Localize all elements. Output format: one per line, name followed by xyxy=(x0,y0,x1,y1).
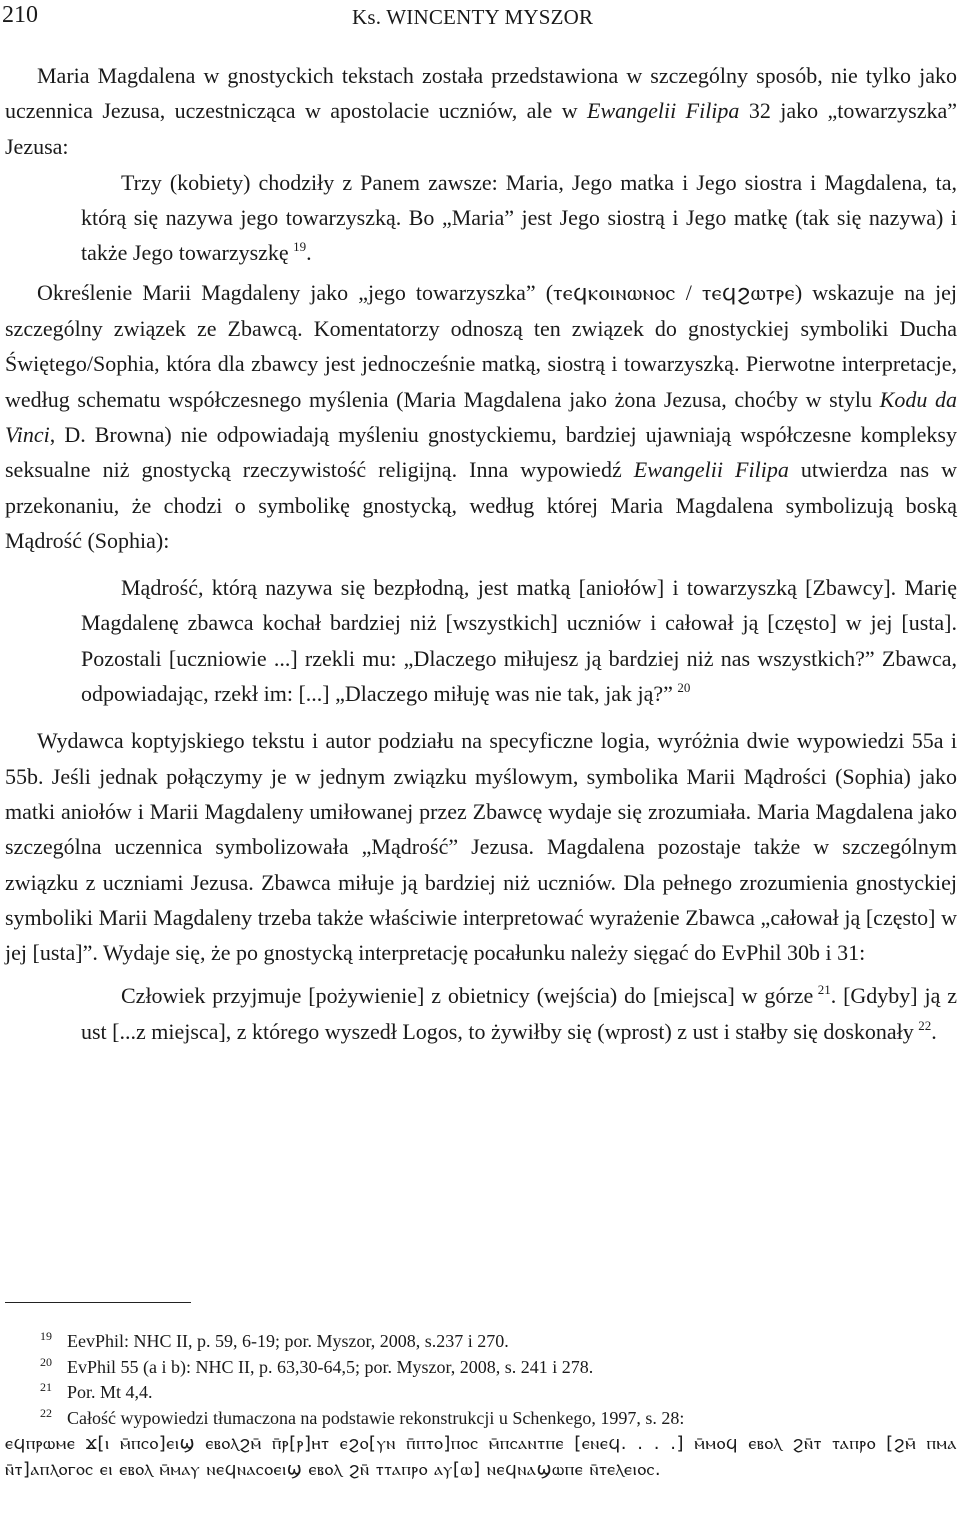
quote-text: . [Gdyby] ją z ust [...z miejsca], z którego wyszedł Logos, to żywiłby się (wprost) z ust i stałby się doskonały xyxy=(81,983,957,1044)
footnote-text: Por. Mt 4,4. xyxy=(67,1382,153,1402)
footnote-ref-21[interactable]: 21 xyxy=(817,982,831,998)
italic-title: Kodu da Vinci xyxy=(5,386,957,447)
footnote-number: 20 xyxy=(40,1354,52,1369)
footnote-divider xyxy=(5,1302,191,1303)
footnote-19 xyxy=(5,1329,957,1355)
footnote-number: 19 xyxy=(40,1329,52,1343)
footnote-number: 22 xyxy=(40,1405,52,1420)
italic-title: Ewangelii Filipa xyxy=(587,98,740,124)
coptic-passage: ⲉϥⲡⲣⲱⲙⲉ ϫ[ⲓ ⲙ̄ⲡⲥⲟ]ⲉⲓϣ ⲉⲃⲟⲗϩⲙ̄ ⲡ̄ⲣ[ⲣ]ⲏⲧ ⲉϩⲟ[ⲩⲛ ⲡ̄ⲡⲧⲟ]ⲡⲟⲥ ⲙ̄ⲡⲥⲁⲛⲧⲡⲉ [ⲉⲛⲉϥ. . . .] ⲙ̄ⲙⲟϥ ⲉⲃⲟⲗ ϩⲛ̄ⲧ ⲧⲁⲡⲣⲟ [ϩⲙ̄ ⲡⲙⲁ ⲛ̄ⲧ]ⲁⲡⲗⲟⲅⲟⲥ ⲉⲓ ⲉⲃⲟⲗ ⲙ̄ⲙⲁⲩ ⲛⲉϥⲛⲁⲥⲟⲉⲓϣ ⲉⲃⲟⲗ ϩⲛ̄ ⲧⲧⲁⲡⲣⲟ ⲁⲩ[ⲱ] ⲛⲉϥⲛⲁϣⲱⲡⲉ ⲛ̄ⲧⲉⲗⲉⲓⲟⲥ. xyxy=(5,1433,957,1480)
text-span: utwierdza nas w przekonaniu, że chodzi o symbolikę gnostycką, według której Maria Magdalena symbolizują boską Mądrość (Sophia): xyxy=(5,457,957,553)
footnote-ref-19[interactable]: 19 xyxy=(293,239,307,255)
quote-tail: . xyxy=(306,240,312,266)
text-span: 32 jako „towarzyszka” Jezusa: xyxy=(5,98,958,159)
footnote-ref-22[interactable]: 22 xyxy=(918,1017,932,1033)
text-span: ) wskazuje na jej szczególny związek ze Zbawcą. Komentatorzy odnoszą ten związek do gnostyckiej symboliki Ducha Świętego/Sophia, która dla zbawcy jest jednocześnie matką, siostrą i towarzyszką. Pierwotne interpretacje, według schematu współczesnego myślenia (Maria Magdalena jako żona Jezusa, choćby w stylu xyxy=(5,279,957,412)
text-span: , D. Browna) nie odpowiadają myśleniu gnostyckiemu, bardziej ujawniają współczesne kompleksy seksualne niż gnostycką rzeczywistość religijną. Inna wypowiedź xyxy=(5,421,957,483)
coptic-word: ⲧⲉϥⲕⲟⲓⲛⲱⲛⲟⲥ xyxy=(553,280,676,306)
footnote-text: EevPhil: NHC II, p. 59, 6-19; por. Myszor, 2008, s.237 i 270. xyxy=(67,1331,509,1351)
main-text xyxy=(5,58,957,1049)
footnote-text: Całość wypowiedzi tłumaczona na podstawie rekonstrukcji u Schenkego, 1997, s. 28: xyxy=(67,1407,685,1428)
footnote-21 xyxy=(5,1380,957,1406)
quote-text: Trzy (kobiety) chodziły z Panem zawsze: Maria, Jego matka i Jego siostra i Magdalena, ta, którą się nazywa jego towarzyszką. Bo „Maria” jest Jego siostrą i Jego matkę (tak się nazywa) i także Jego towarzyszkę xyxy=(81,169,957,266)
footnote-20 xyxy=(5,1355,957,1381)
footnote-number: 21 xyxy=(40,1380,52,1394)
footnote-22 xyxy=(5,1406,957,1483)
separator: / xyxy=(675,279,702,305)
block-quote-3 xyxy=(81,978,957,1049)
running-header: Ks. WINCENTY MYSZOR xyxy=(352,5,594,29)
quote-text: Człowiek przyjmuje [pożywienie] z obietnicy (wejścia) do [miejsca] w górze xyxy=(121,983,814,1009)
text-span: Określenie Marii Magdaleny jako „jego towarzyszka” ( xyxy=(37,279,554,305)
block-quote-1 xyxy=(81,165,957,271)
quote-tail: . xyxy=(931,1018,937,1044)
paragraph-1 xyxy=(5,58,957,164)
text-span: Maria Magdalena w gnostyckich tekstach została przedstawiona w szczególny sposób, nie tylko jako uczennica Jezusa, uczestnicząca w apostolacie uczniów, ale w xyxy=(5,63,957,124)
italic-title: Ewangelii Filipa xyxy=(633,457,789,483)
footnote-text: EvPhil 55 (a i b): NHC II, p. 63,30-64,5; por. Myszor, 2008, s. 241 i 278. xyxy=(67,1356,594,1377)
footnotes xyxy=(5,1329,957,1482)
coptic-word: ⲧⲉϥϩⲱⲧⲣⲉ xyxy=(701,280,795,306)
quote-text: Mądrość, którą nazywa się bezpłodną, jest matką [aniołów] i towarzyszką [Zbawcy]. Marię Magdalenę zbawca kochał bardziej niż [wszystkich] uczniów i całował ją [często] w jej [usta]. Pozostali [uczniowie ...] rzekli mu: „Dlaczego miłujesz ją bardziej niż nas wszystkich?” Zbawca, odpowiadając, rzekł im: [...] „Dlaczego miłuję was nie tak, jak ją?” xyxy=(81,575,957,707)
paragraph-3: Wydawca koptyjskiego tekstu i autor podziału na specyficzne logia, wyróżnia dwie wypowiedzi 55a i 55b. Jeśli jednak połączymy je w jednym związku myślowym, symbolika Marii Mądrości (Sophia) jako matki aniołów i Marii Magdaleny umiłowanej przez Zbawcę wydaje się zrozumiała. Maria Magdalena jako szczególna uczennica symbolizowała „Mądrość” Jezusa. Magdalena pozostaje także w szczególnym związku z uczniami Jezusa. Zbawca miłuje ją bardziej niż uczniów. Dla pełnego zrozumienia gnostyckiej symboliki Marii Magdaleny trzeba także właściwie interpretować wyrażenie Zbawca „całował ją [często] w jej [usta]”. Wydaje się, że po gnostycką interpretację pocałunku należy sięgać do EvPhil 30b i 31: xyxy=(5,728,957,966)
block-quote-2 xyxy=(81,570,957,711)
paragraph-2 xyxy=(5,275,957,558)
footnote-ref-20[interactable]: 20 xyxy=(677,680,691,696)
page-number: 210 xyxy=(2,2,38,28)
